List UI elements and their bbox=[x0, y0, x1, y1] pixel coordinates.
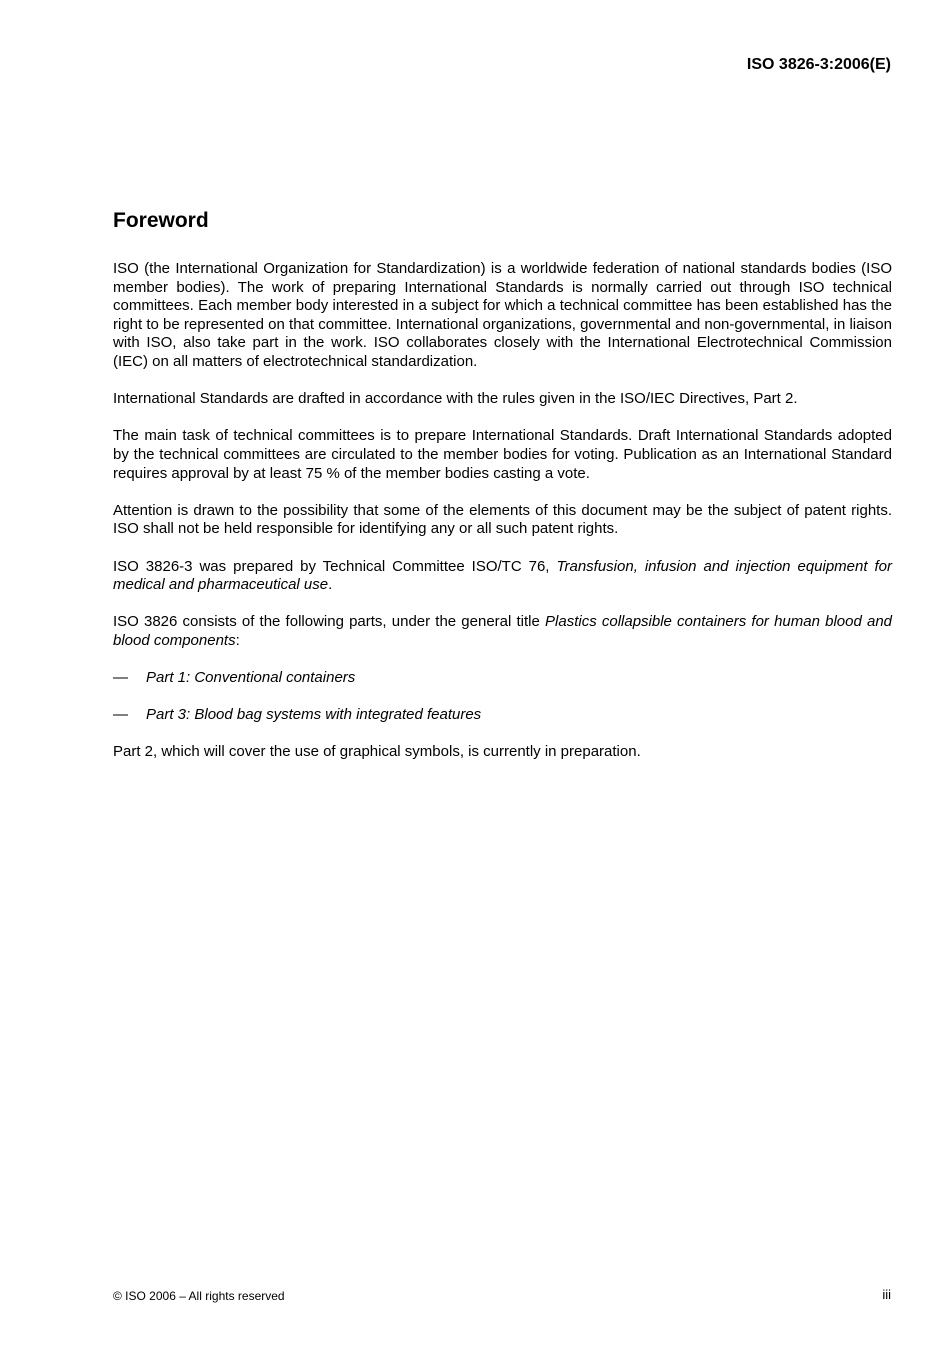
prepared-by-text: ISO 3826-3 was prepared by Technical Committee ISO/TC 76, bbox=[113, 557, 557, 575]
copyright-notice: © ISO 2006 – All rights reserved bbox=[113, 1289, 285, 1303]
committee-title: Transfusion, infusion and injection equipment for medical and pharmaceutical use bbox=[113, 557, 893, 594]
page-number: iii bbox=[882, 1287, 891, 1302]
part-1-label: Part 1: Conventional containers bbox=[146, 669, 356, 687]
paragraph-main-task: The main task of technical committees is to prepare International Standards. Draft International Standards adopted by the technical committees are circulated to the member bodies for voting. Publication as an International Standard requires approval by at least 75 % of the member bodies casting a vote. bbox=[113, 427, 892, 482]
document-id: ISO 3826-3:2006(E) bbox=[746, 56, 891, 73]
list-item-part-3 bbox=[113, 706, 892, 725]
paragraph-directives: International Standards are drafted in accordance with the rules given in the ISO/IEC Directives, Part 2. bbox=[113, 390, 798, 408]
paragraph-prepared-by bbox=[113, 558, 892, 595]
list-item-part-1 bbox=[113, 669, 892, 688]
prepared-by-end: . bbox=[328, 576, 333, 594]
general-title: Plastics collapsible containers for human blood and blood components bbox=[113, 613, 893, 649]
paragraph-patent-rights: Attention is drawn to the possibility that some of the elements of this document may be the subject of patent rights. ISO shall not be held responsible for identifying any or all such patent rights. bbox=[113, 501, 892, 538]
list-dash: — bbox=[113, 706, 128, 724]
list-dash: — bbox=[113, 669, 128, 687]
paragraph-parts-intro bbox=[113, 613, 892, 650]
page-title: Foreword bbox=[113, 209, 209, 232]
part-3-label: Part 3: Blood bag systems with integrated features bbox=[146, 706, 482, 724]
paragraph-iso-intro: ISO (the International Organization for Standardization) is a worldwide federation of national standards bodies (ISO member bodies). The work of preparing International Standards is normally carried out through ISO technical committees. Each member body interested in a subject for which a technical committee has been established has the right to be represented on that committee. International organizations, governmental and non-governmental, in liaison with ISO, also take part in the work. ISO collaborates closely with the International Electrotechnical Commission (IEC) on all matters of electrotechnical standardization. bbox=[113, 260, 892, 370]
foreword-body bbox=[113, 260, 892, 781]
paragraph-closing: Part 2, which will cover the use of graphical symbols, is currently in preparation. bbox=[113, 743, 641, 761]
parts-intro-end: : bbox=[235, 631, 240, 649]
parts-intro-text: ISO 3826 consists of the following parts, under the general title bbox=[113, 613, 546, 631]
